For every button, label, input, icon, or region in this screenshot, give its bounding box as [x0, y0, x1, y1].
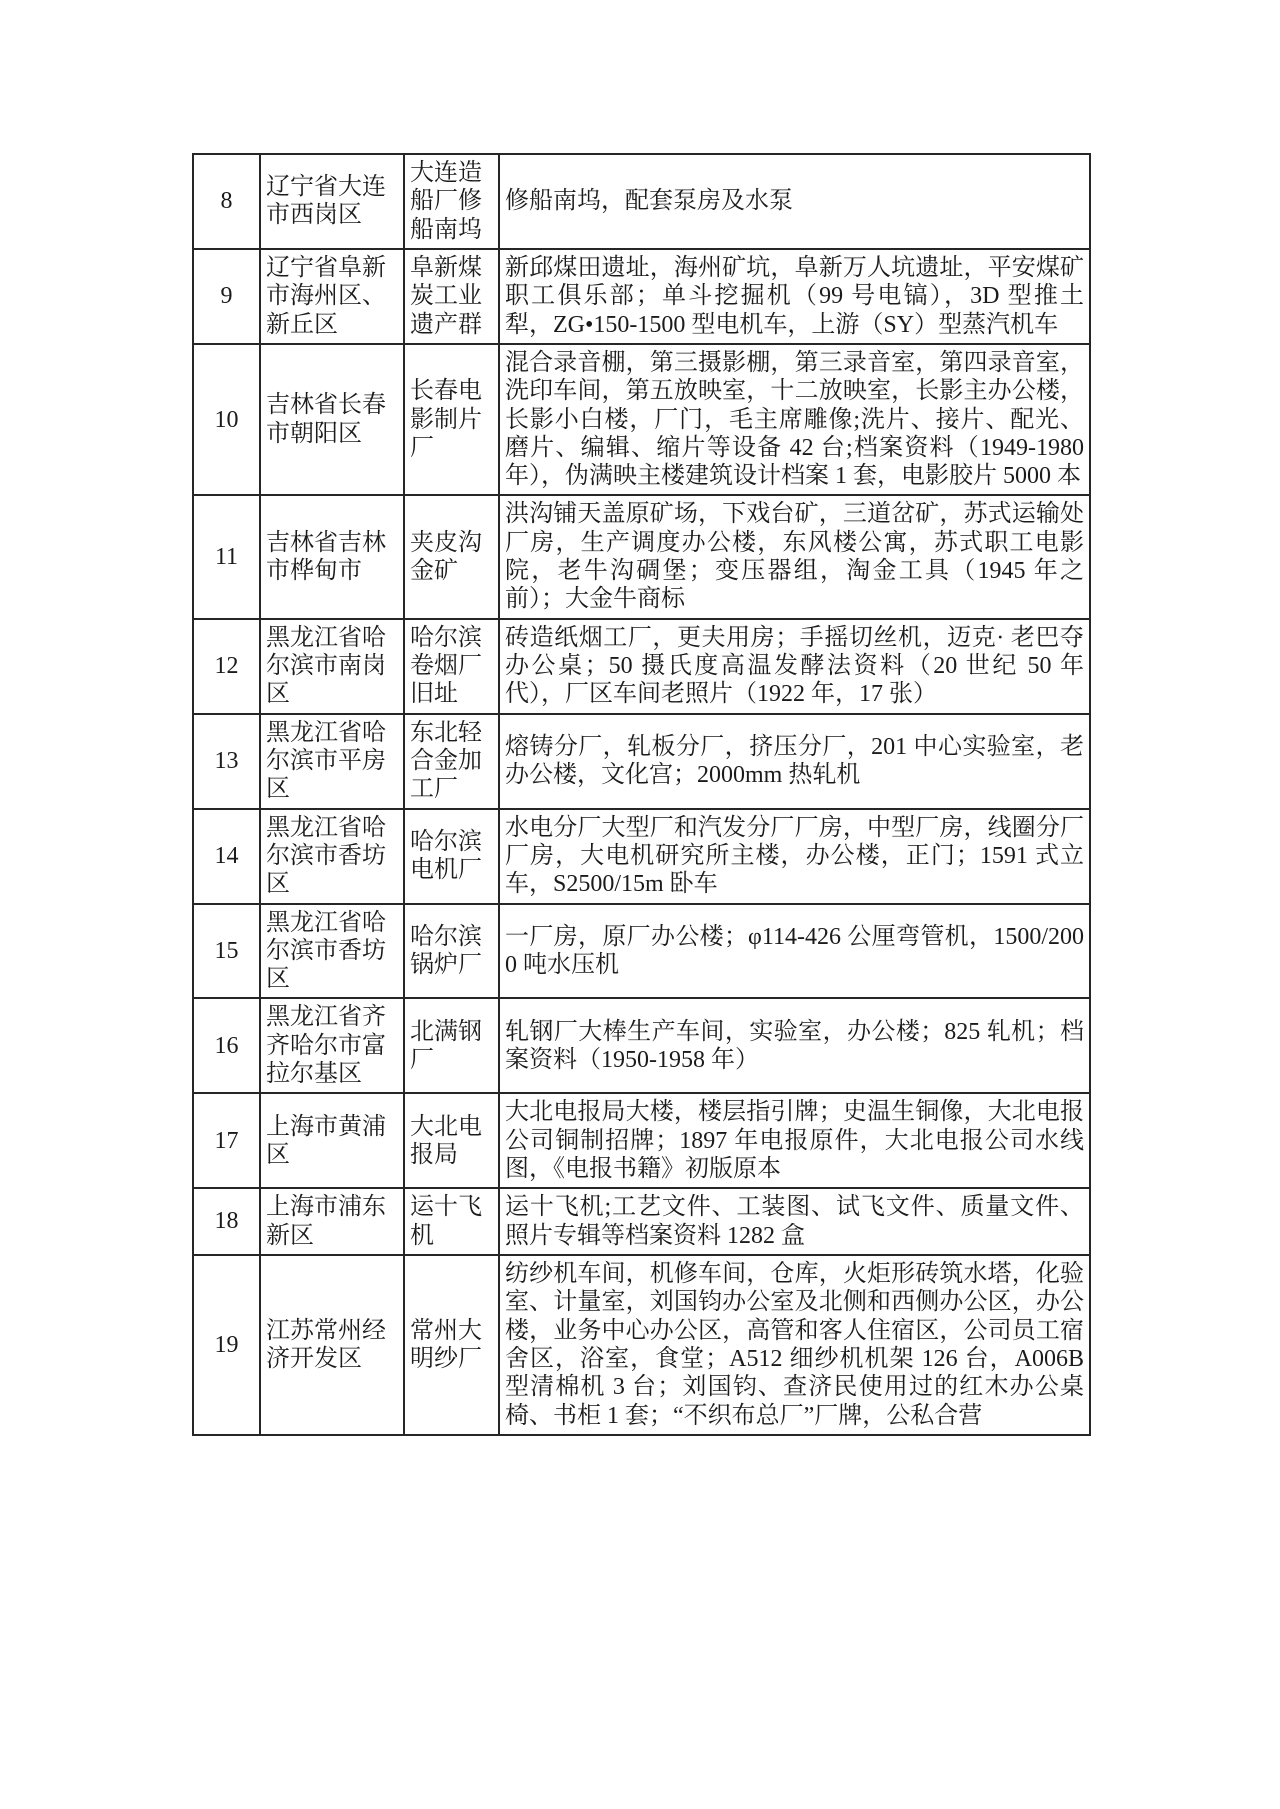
table-row [193, 998, 1090, 1093]
site-name-cell: 哈尔滨电机厂 [404, 809, 499, 904]
row-number-cell: 19 [193, 1255, 260, 1435]
site-name-cell: 长春电影制片厂 [404, 344, 499, 496]
description-cell: 水电分厂大型厂和汽发分厂厂房，中型厂房，线圈分厂厂房，大电机研究所主楼，办公楼，正门；1591 式立车，S2500/15m 卧车 [499, 809, 1090, 904]
location-cell: 黑龙江省齐齐哈尔市富拉尔基区 [260, 998, 404, 1093]
site-name-cell: 大北电报局 [404, 1093, 499, 1188]
site-name-cell: 北满钢厂 [404, 998, 499, 1093]
location-cell: 辽宁省大连市西岗区 [260, 154, 404, 249]
table-row [193, 154, 1090, 249]
site-name-cell: 哈尔滨卷烟厂旧址 [404, 619, 499, 714]
site-name-cell: 东北轻合金加工厂 [404, 714, 499, 809]
table-row [193, 619, 1090, 714]
row-number-cell: 10 [193, 344, 260, 496]
description-cell: 纺纱机车间，机修车间，仓库，火炬形砖筑水塔，化验室、计量室，刘国钧办公室及北侧和西侧办公区，办公楼，业务中心办公区，高管和客人住宿区，公司员工宿舍区，浴室，食堂；A512 细纱机机架 126 台，A006B 型清棉机 3 台；刘国钧、查济民使用过的红木办公桌椅、书柜 1 套；“不织布总厂”厂牌，公私合营 [499, 1255, 1090, 1435]
table-row [193, 1255, 1090, 1435]
row-number-cell: 16 [193, 998, 260, 1093]
description-cell: 大北电报局大楼，楼层指引牌；史温生铜像，大北电报公司铜制招牌；1897 年电报原件，大北电报公司水线图，《电报书籍》初版原本 [499, 1093, 1090, 1188]
location-cell: 吉林省吉林市桦甸市 [260, 495, 404, 618]
description-cell: 一厂房，原厂办公楼；φ114-426 公厘弯管机，1500/2000 吨水压机 [499, 904, 1090, 999]
table-row [193, 344, 1090, 496]
description-cell: 洪沟铺天盖原矿场，下戏台矿，三道岔矿，苏式运输处厂房，生产调度办公楼，东风楼公寓，苏式职工电影院，老牛沟碉堡；变压器组，淘金工具（1945 年之前）；大金牛商标 [499, 495, 1090, 618]
location-cell: 黑龙江省哈尔滨市南岗区 [260, 619, 404, 714]
location-cell: 上海市黄浦区 [260, 1093, 404, 1188]
description-cell: 砖造纸烟工厂，更夫用房；手摇切丝机，迈克· 老巴夺办公桌；50 摄氏度高温发酵法资料（20 世纪 50 年代），厂区车间老照片（1922 年，17 张） [499, 619, 1090, 714]
table-row [193, 714, 1090, 809]
row-number-cell: 17 [193, 1093, 260, 1188]
table-row [193, 495, 1090, 618]
row-number-cell: 11 [193, 495, 260, 618]
site-name-cell: 常州大明纱厂 [404, 1255, 499, 1435]
location-cell: 上海市浦东新区 [260, 1188, 404, 1255]
row-number-cell: 9 [193, 249, 260, 344]
site-name-cell: 大连造船厂修船南坞 [404, 154, 499, 249]
site-name-cell: 夹皮沟金矿 [404, 495, 499, 618]
location-cell: 黑龙江省哈尔滨市香坊区 [260, 809, 404, 904]
description-cell: 新邱煤田遗址，海州矿坑，阜新万人坑遗址，平安煤矿职工俱乐部；单斗挖掘机（99 号电镐），3D 型推土犁，ZG•150-1500 型电机车，上游（SY）型蒸汽机车 [499, 249, 1090, 344]
description-cell: 熔铸分厂，轧板分厂，挤压分厂，201 中心实验室，老办公楼，文化宫；2000mm 热轧机 [499, 714, 1090, 809]
location-cell: 黑龙江省哈尔滨市平房区 [260, 714, 404, 809]
description-cell: 运十飞机;工艺文件、工装图、试飞文件、质量文件、照片专辑等档案资料 1282 盒 [499, 1188, 1090, 1255]
location-cell: 黑龙江省哈尔滨市香坊区 [260, 904, 404, 999]
location-cell: 吉林省长春市朝阳区 [260, 344, 404, 496]
location-cell: 江苏常州经济开发区 [260, 1255, 404, 1435]
heritage-table-body [193, 154, 1090, 1435]
table-row [193, 1188, 1090, 1255]
site-name-cell: 哈尔滨锅炉厂 [404, 904, 499, 999]
heritage-table [192, 153, 1091, 1436]
row-number-cell: 12 [193, 619, 260, 714]
row-number-cell: 14 [193, 809, 260, 904]
table-row [193, 809, 1090, 904]
table-row [193, 904, 1090, 999]
row-number-cell: 13 [193, 714, 260, 809]
table-row [193, 249, 1090, 344]
description-cell: 轧钢厂大棒生产车间，实验室，办公楼；825 轧机；档案资料（1950-1958 年） [499, 998, 1090, 1093]
table-row [193, 1093, 1090, 1188]
location-cell: 辽宁省阜新市海州区、新丘区 [260, 249, 404, 344]
row-number-cell: 8 [193, 154, 260, 249]
site-name-cell: 运十飞机 [404, 1188, 499, 1255]
row-number-cell: 15 [193, 904, 260, 999]
site-name-cell: 阜新煤炭工业遗产群 [404, 249, 499, 344]
description-cell: 混合录音棚，第三摄影棚，第三录音室，第四录音室，洗印车间，第五放映室，十二放映室，长影主办公楼，长影小白楼，厂门，毛主席雕像;洗片、接片、配光、磨片、编辑、缩片等设备 42 台;档案资料（1949-1980 年），伪满映主楼建筑设计档案 1 套，电影胶片 5000 本 [499, 344, 1090, 496]
description-cell: 修船南坞，配套泵房及水泵 [499, 154, 1090, 249]
row-number-cell: 18 [193, 1188, 260, 1255]
